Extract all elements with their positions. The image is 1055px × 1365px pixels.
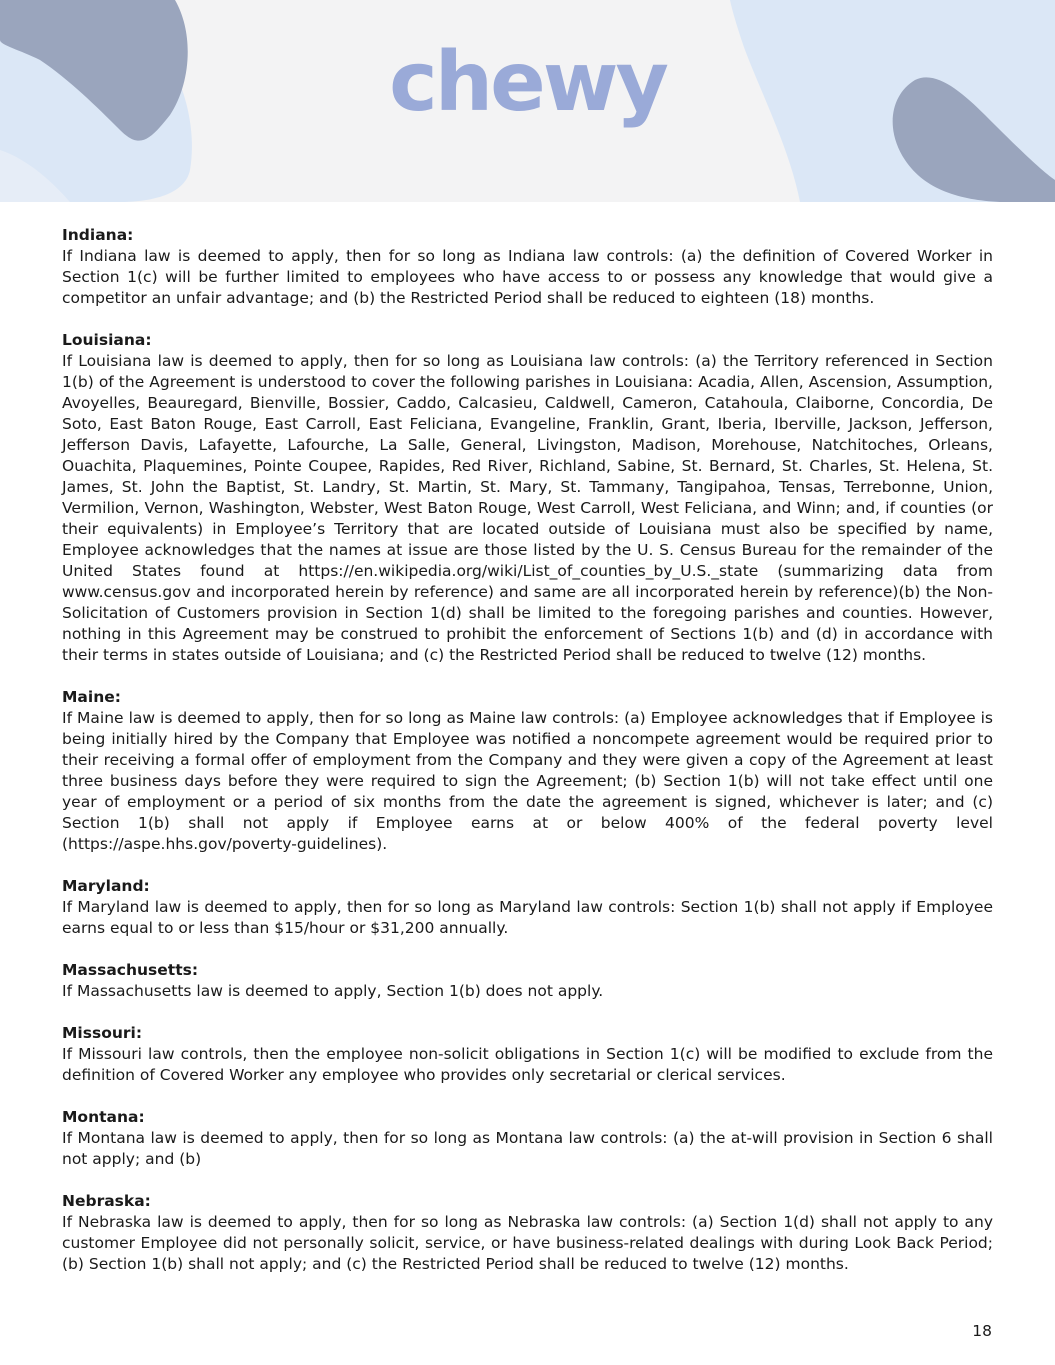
document-body: [62, 225, 993, 1296]
section-body: If Maryland law is deemed to apply, then for so long as Maryland law controls: Section 1(b) shall not apply if Employee earns equal to or less than $15/hour or $31,200 annually.: [62, 898, 993, 937]
section-heading: Indiana:: [62, 226, 134, 244]
section-heading: Missouri:: [62, 1024, 143, 1042]
section-body: If Massachusetts law is deemed to apply, Section 1(b) does not apply.: [62, 982, 604, 1000]
section-heading: Maine:: [62, 688, 121, 706]
section-massachusetts: [62, 960, 993, 1002]
section-missouri: [62, 1023, 993, 1086]
section-body: If Louisiana law is deemed to apply, then for so long as Louisiana law controls: (a) the Territory referenced in Section 1(b) of the Agreement is understood to cover the following parishes in Louisiana: Acadia, Allen, Ascension, Assumption, Avoyelles, Beauregard, Bienville, Bossier, Caddo, Calcasieu, Caldwell, Cameron, Catahoula, Claiborne, Concordia, De Soto, East Baton Rouge, East Carroll, East Feliciana, Evangeline, Franklin, Grant, Iberia, Iberville, Jackson, Jefferson, Jefferson Davis, Lafayette, Lafourche, La Salle, General, Livingston, Madison, Morehouse, Natchitoches, Orleans, Ouachita, Plaquemines, Pointe Coupee, Rapides, Red River, Richland, Sabine, St. Bernard, St. Charles, St. Helena, St. James, St. John the Baptist, St. Landry, St. Martin, St. Mary, St. Tammany, Tangipahoa, Tensas, Terrebonne, Union, Vermilion, Vernon, Washington, Webster, West Baton Rouge, West Carroll, West Feliciana, and Winn; and, if counties (or their equivalents) in Employee’s Territory that are located outside of Louisiana must also be specified by name, Employee acknowledges that the names at issue are those listed by the U. S. Census Bureau for the remainder of the United States found at https://en.wikipedia.org/wiki/List_of_counties_by_U.S._state (summarizing data from www.census.gov and incorporated herein by reference) and same are all incorporated herein by reference)(b) the Non-Solicitation of Customers provision in Section 1(d) shall be limited to the foregoing parishes and counties. However, nothing in this Agreement may be construed to prohibit the enforcement of Sections 1(b) and (d) in accordance with their terms in states outside of Louisiana; and (c) the Restricted Period shall be reduced to twelve (12) months.: [62, 352, 993, 664]
section-heading: Nebraska:: [62, 1192, 151, 1210]
section-heading: Maryland:: [62, 877, 150, 895]
section-montana: [62, 1107, 993, 1170]
section-body: If Missouri law controls, then the employee non-solicit obligations in Section 1(c) will be modified to exclude from the definition of Covered Worker any employee who provides only secretarial or clerical services.: [62, 1045, 993, 1084]
section-maryland: [62, 876, 993, 939]
page-header: [0, 0, 1055, 202]
section-nebraska: [62, 1191, 993, 1275]
section-body: If Nebraska law is deemed to apply, then for so long as Nebraska law controls: (a) Section 1(d) shall not apply to any customer Employee did not personally solicit, service, or have business-related dealings with during Look Back Period; (b) Section 1(b) shall not apply; and (c) the Restricted Period shall be reduced to twelve (12) months.: [62, 1213, 993, 1273]
page-number: 18: [972, 1322, 992, 1340]
section-body: If Indiana law is deemed to apply, then for so long as Indiana law controls: (a) the definition of Covered Worker in Section 1(c) will be further limited to employees who have access to or possess any knowledge that would give a competitor an unfair advantage; and (b) the Restricted Period shall be reduced to eighteen (18) months.: [62, 247, 993, 307]
section-body: If Montana law is deemed to apply, then for so long as Montana law controls: (a) the at-will provision in Section 6 shall not apply; and (b): [62, 1129, 993, 1168]
section-heading: Massachusetts:: [62, 961, 199, 979]
logo-text: chewy: [389, 35, 666, 130]
section-maine: [62, 687, 993, 855]
chewy-logo: [0, 35, 1055, 130]
section-body: If Maine law is deemed to apply, then for so long as Maine law controls: (a) Employee acknowledges that if Employee is being initially hired by the Company that Employee was notified a noncompete agreement would be required prior to their receiving a formal offer of employment from the Company and they were given a copy of the Agreement at least three business days before they were required to sign the Agreement; (b) Section 1(b) will not take effect until one year of employment or a period of six months from the date the agreement is signed, whichever is later; and (c) Section 1(b) shall not apply if Employee earns at or below 400% of the federal poverty level (https://aspe.hhs.gov/poverty-guidelines).: [62, 709, 993, 853]
section-heading: Louisiana:: [62, 331, 152, 349]
section-louisiana: [62, 330, 993, 666]
section-heading: Montana:: [62, 1108, 145, 1126]
section-indiana: [62, 225, 993, 309]
